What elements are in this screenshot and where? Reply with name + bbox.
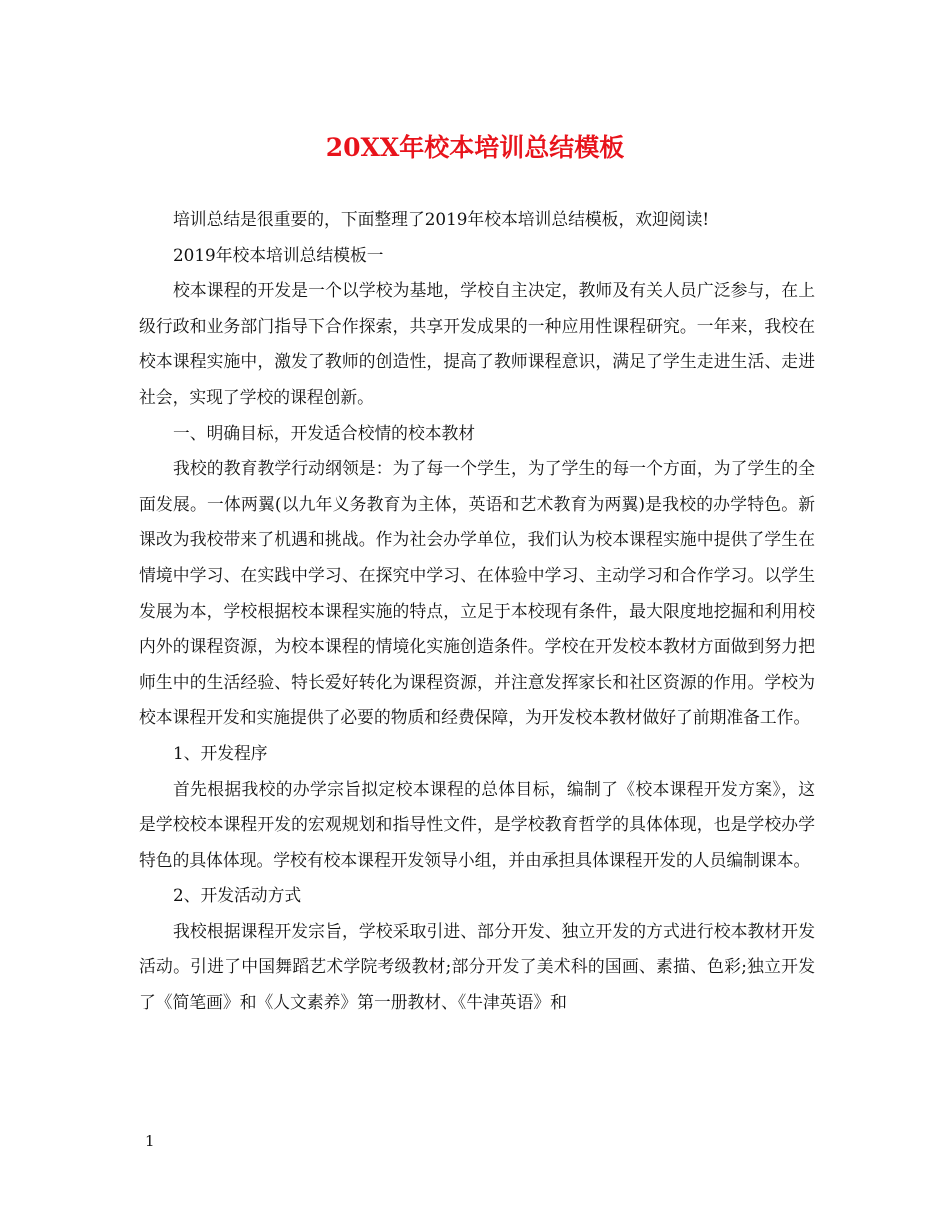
body-paragraph: 校本课程的开发是一个以学校为基地，学校自主决定，教师及有关人员广泛参与，在上级行政和业务部门指导下合作探索，共享开发成果的一种应用性课程研究。一年来，我校在校本课程实施中，激发了教师的创造性，提高了教师课程意识，满足了学生走进生活、走进社会，实现了学校的课程创新。	[139, 280, 815, 407]
page-number: 1	[145, 1132, 155, 1150]
body-paragraph: 我校根据课程开发宗旨，学校采取引进、部分开发、独立开发的方式进行校本教材开发活动。引进了中国舞蹈艺术学院考级教材;部分开发了美术科的国画、素描、色彩;独立开发了《简笔画》和《人文素养》第一册教材、《牛津英语》和	[139, 920, 815, 1013]
document-title: 20XX年校本培训总结模板	[325, 133, 625, 162]
body-paragraph: 我校的教育教学行动纲领是：为了每一个学生，为了学生的每一个方面，为了学生的全面发展。一体两翼(以九年义务教育为主体，英语和艺术教育为两翼)是我校的办学特色。新课改为我校带来了机遇和挑战。作为社会办学单位，我们认为校本课程实施中提供了学生在情境中学习、在实践中学习、在探究中学习、在体验中学习、主动学习和合作学习。以学生发展为本，学校根据校本课程实施的特点，立足于本校现有条件，最大限度地挖掘和利用校内外的课程资源，为校本课程的情境化实施创造条件。学校在开发校本教材方面做到努力把师生中的生活经验、特长爱好转化为课程资源，并注意发挥家长和社区资源的作用。学校为校本课程开发和实施提供了必要的物质和经费保障，为开发校本教材做好了前期准备工作。	[139, 458, 815, 728]
document-body	[139, 202, 815, 1021]
section-heading-objectives: 一、明确目标，开发适合校情的校本教材	[173, 422, 476, 443]
subheading-development-procedure: 1、开发程序	[173, 742, 268, 763]
subheading-development-activities: 2、开发活动方式	[173, 885, 302, 906]
body-paragraph: 首先根据我校的办学宗旨拟定校本课程的总体目标，编制了《校本课程开发方案》，这是学校校本课程开发的宏观规划和指导性文件，是学校教育哲学的具体体现，也是学校办学特色的具体体现。学校有校本课程开发领导小组，并由承担具体课程开发的人员编制课本。	[139, 778, 815, 870]
intro-paragraph: 培训总结是很重要的，下面整理了2019年校本培训总结模板，欢迎阅读!	[173, 209, 710, 229]
section-heading-template-one: 2019年校本培训总结模板一	[173, 244, 384, 265]
